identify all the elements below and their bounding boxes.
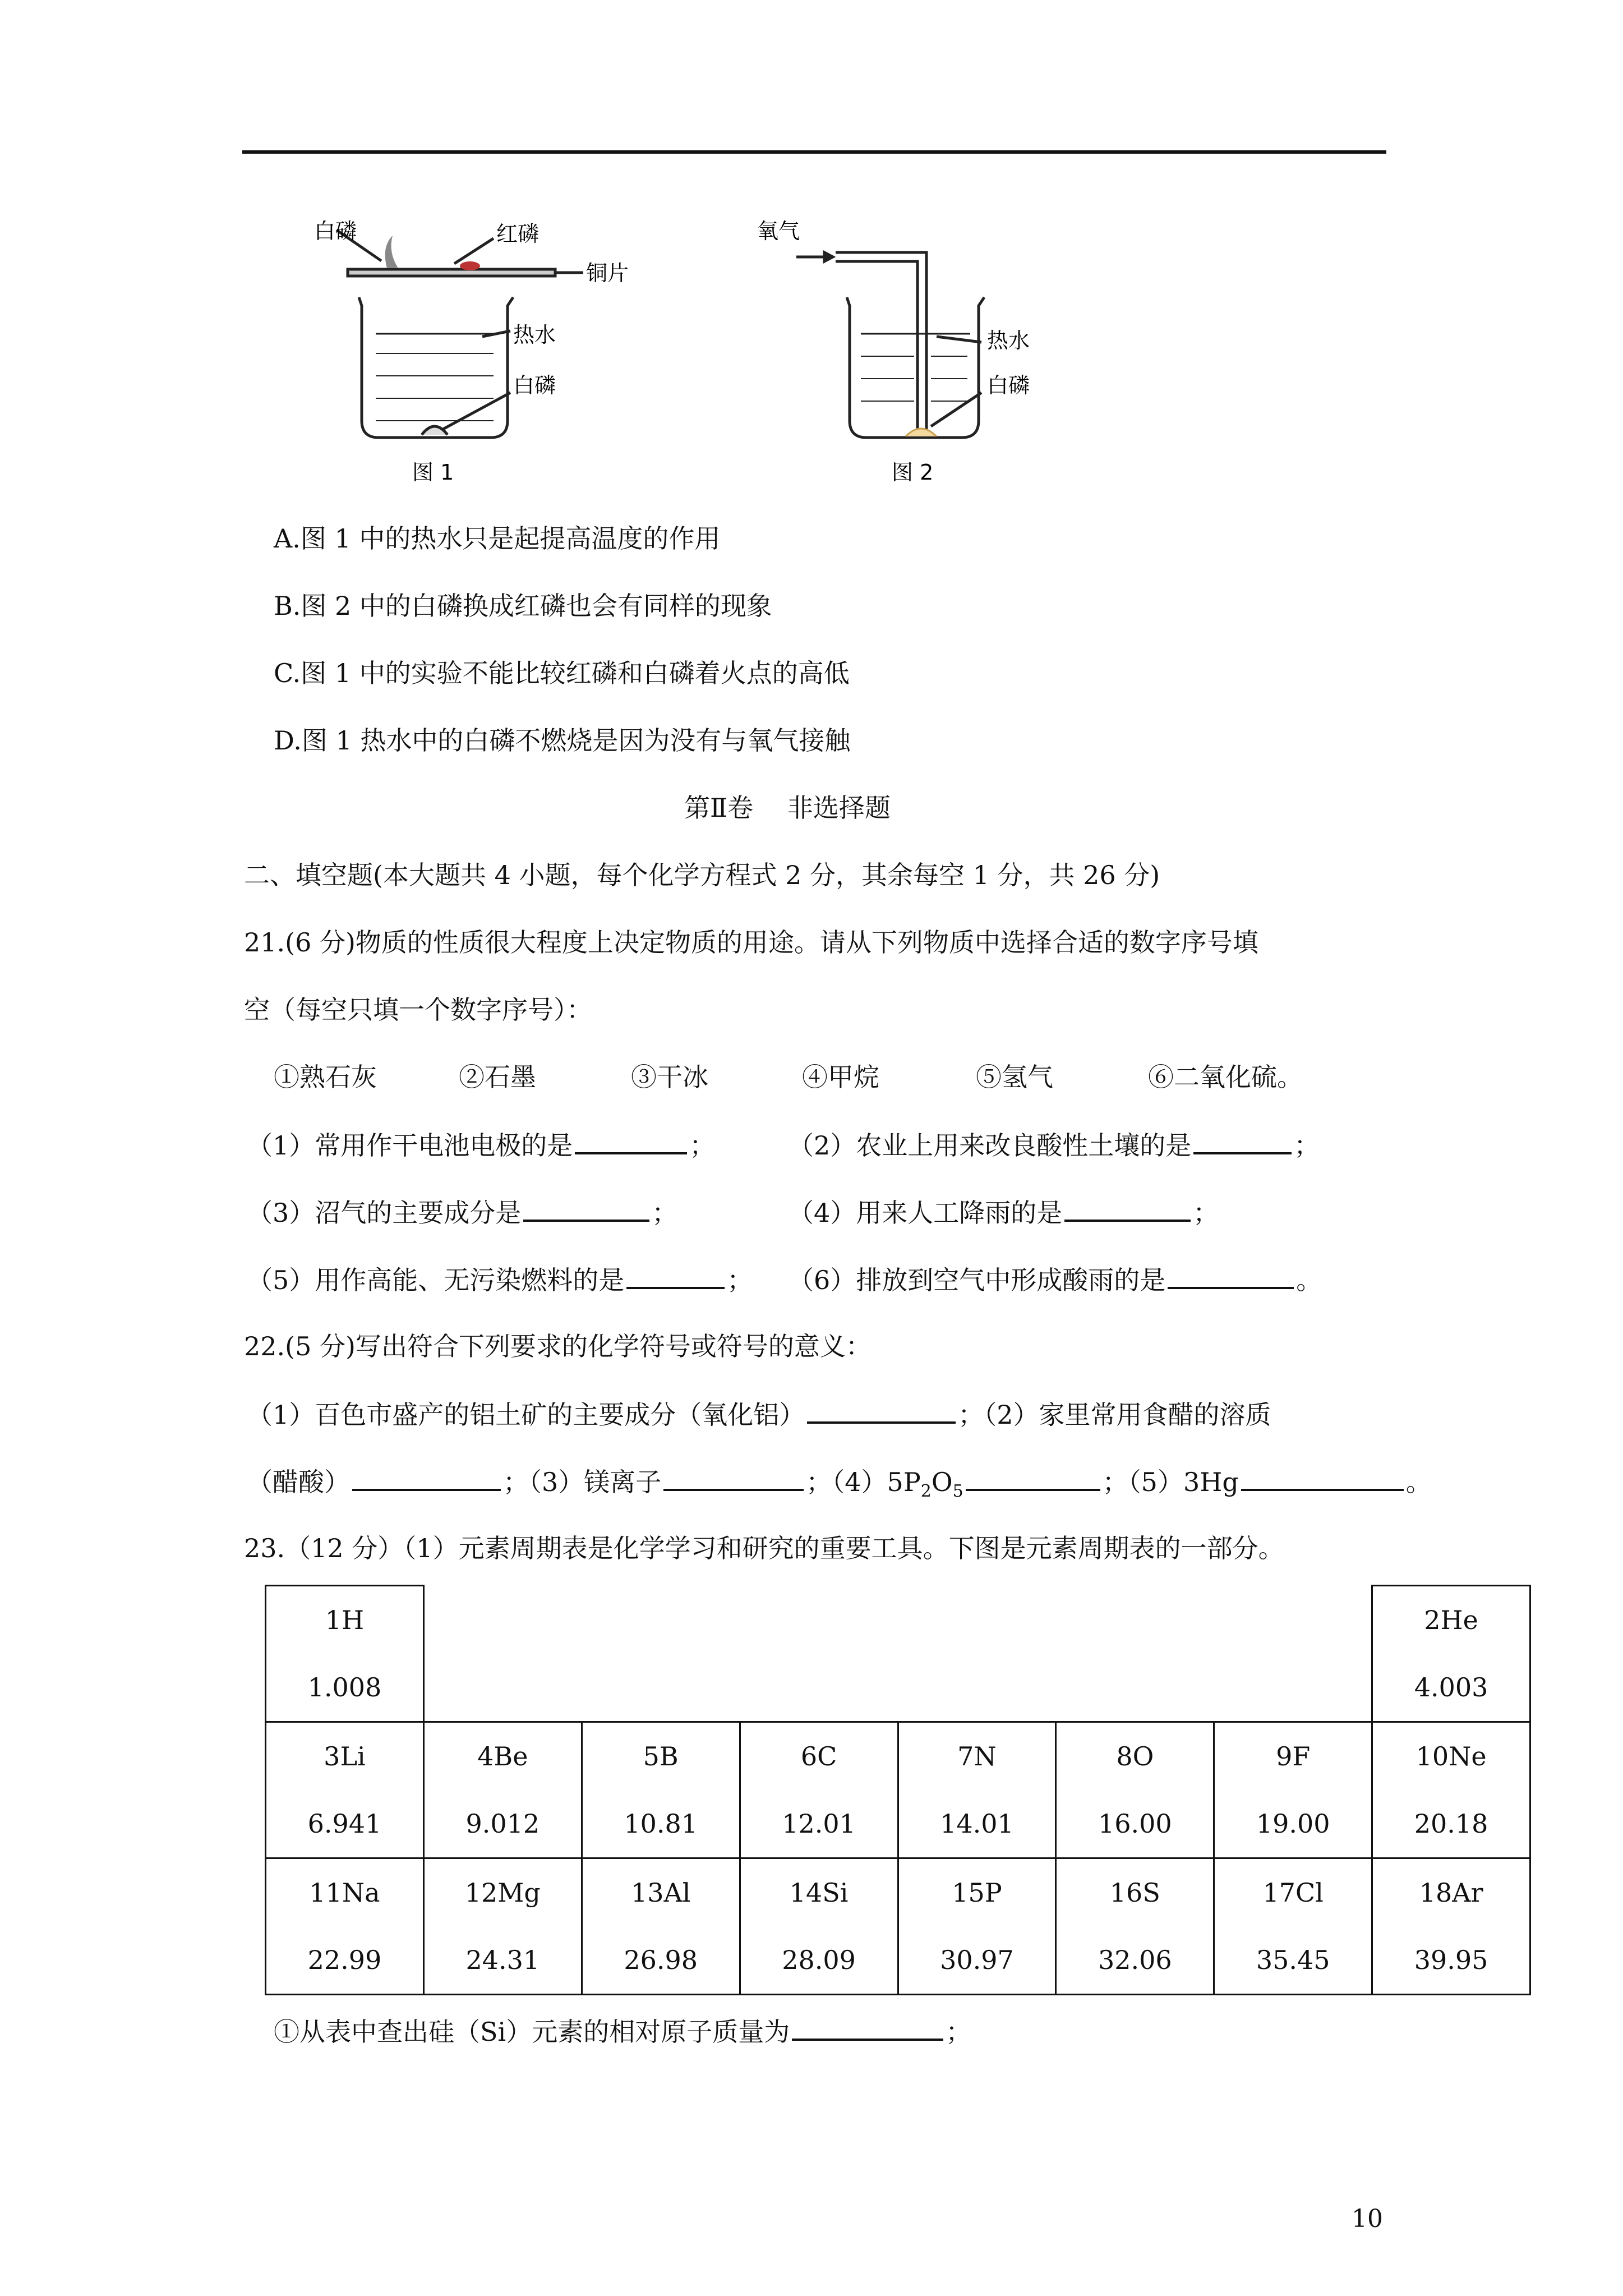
answer-blank[interactable] [523, 1195, 649, 1222]
element-cell: 1H 1.008 [266, 1586, 424, 1722]
fig1-label-hot-water: 热水 [513, 323, 556, 347]
flame-icon [385, 236, 398, 268]
table-row [266, 1586, 1530, 1722]
element-cell: 2He 4.003 [1372, 1586, 1530, 1722]
element-cell: 7N 14.01 [898, 1722, 1056, 1858]
answer-blank[interactable] [1064, 1195, 1191, 1222]
element-cell: 17Cl 35.45 [1214, 1858, 1372, 1995]
answer-blank[interactable] [1241, 1464, 1404, 1491]
option-d: D.图 1 热水中的白磷不燃烧是因为没有与氧气接触 [274, 725, 851, 756]
fig2-label-white-phosphorus: 白磷 [987, 373, 1030, 398]
figure-1 [292, 208, 639, 499]
q21-choice-5: ⑤氢气 [976, 1062, 1053, 1092]
fig1-label-red-phosphorus: 红磷 [496, 222, 540, 246]
element-cell: 16S 32.06 [1056, 1858, 1214, 1995]
element-cell: 12Mg 24.31 [423, 1858, 582, 1995]
q22-line3: （醋酸） ；（3）镁离子 ；$(4)5P_2O_5$ ；（5）3Hg 。 [247, 1464, 1432, 1508]
q22-line1: 22.(5 分)写出符合下列要求的化学符号或符号的意义： [244, 1331, 872, 1361]
element-cell: 15P 30.97 [898, 1858, 1056, 1995]
q21-item-5: （5）用作高能、无污染燃料的是 ； [247, 1262, 753, 1297]
empty-cell [423, 1586, 1372, 1722]
fig1-label-copper-sheet: 铜片 [586, 261, 629, 286]
q21-choice-2: ②石墨 [459, 1062, 536, 1092]
fig1-label-white-phosphorus-top: 白磷 [314, 219, 357, 243]
page-number: 10 [1352, 2205, 1383, 2233]
figure-2 [746, 208, 1060, 499]
q22-line2: （1）百色市盛产的铝土矿的主要成分（氧化铝） ；（2）家里常用食醋的溶质 [247, 1397, 1271, 1432]
table-row [266, 1858, 1530, 1995]
periodic-table [265, 1585, 1531, 1995]
q21-item-6: （6）排放到空气中形成酸雨的是 。 [788, 1262, 1322, 1297]
fig2-label-hot-water: 热水 [987, 328, 1030, 353]
q21-choice-1: ①熟石灰 [274, 1062, 377, 1092]
option-c: C.图 1 中的实验不能比较红磷和白磷着火点的高低 [274, 658, 850, 688]
answer-blank[interactable] [792, 2014, 943, 2041]
fig1-label-white-phosphorus-bottom: 白磷 [513, 373, 556, 398]
header-rule [242, 150, 1386, 154]
answer-blank[interactable] [352, 1464, 501, 1491]
element-cell: 10Ne 20.18 [1372, 1722, 1530, 1858]
q21-choice-4: ④甲烷 [802, 1062, 879, 1092]
q21-line2: 空（每空只填一个数字序号）： [244, 995, 592, 1025]
element-cell: 5B 10.81 [582, 1722, 740, 1858]
fig1-caption: 图 1 [412, 460, 454, 485]
q21-choice-6: ⑥二氧化硫。 [1148, 1062, 1303, 1092]
table-row [266, 1722, 1530, 1858]
element-cell: 18Ar 39.95 [1372, 1858, 1530, 1995]
element-cell: 3Li 6.941 [266, 1722, 424, 1858]
fig2-caption: 图 2 [892, 460, 934, 485]
element-cell: 8O 16.00 [1056, 1722, 1214, 1858]
q21-choice-3: ③干冰 [631, 1062, 708, 1092]
q21-item-3: （3）沼气的主要成分是 ； [247, 1195, 677, 1230]
red-phosphorus-dot [460, 261, 480, 270]
q23-sub1: ①从表中查出硅（Si）元素的相对原子质量为 ； [274, 2014, 971, 2049]
fig2-label-oxygen: 氧气 [757, 219, 800, 243]
answer-blank[interactable] [1168, 1262, 1294, 1289]
q21-item-4: （4）用来人工降雨的是 ； [788, 1195, 1219, 1230]
element-cell: 6C 12.01 [740, 1722, 898, 1858]
section-title: 第Ⅱ卷 非选择题 [684, 793, 891, 823]
element-cell: 13Al 26.98 [582, 1858, 740, 1995]
element-cell: 4Be 9.012 [423, 1722, 582, 1858]
answer-blank[interactable] [626, 1262, 725, 1289]
q21-item-2: （2）农业上用来改良酸性土壤的是 ； [788, 1128, 1320, 1162]
element-cell: 14Si 28.09 [740, 1858, 898, 1995]
option-a: A.图 1 中的热水只是起提高温度的作用 [274, 523, 721, 554]
q23-line1: 23.（12 分）（1）元素周期表是化学学习和研究的重要工具。下图是元素周期表的一部分。 [244, 1533, 1284, 1563]
element-cell: 9F 19.00 [1214, 1722, 1372, 1858]
element-cell: 11Na 22.99 [266, 1858, 424, 1995]
answer-blank[interactable] [663, 1464, 804, 1491]
answer-blank[interactable] [1193, 1128, 1292, 1154]
part-two-heading: 二、填空题(本大题共 4 小题，每个化学方程式 2 分，其余每空 1 分，共 26 分) [244, 860, 1160, 890]
q21-line1: 21.(6 分)物质的性质很大程度上决定物质的用途。请从下列物质中选择合适的数字序号填 [244, 927, 1258, 958]
answer-blank[interactable] [966, 1464, 1100, 1491]
option-b: B.图 2 中的白磷换成红磷也会有同样的现象 [274, 591, 772, 621]
answer-blank[interactable] [807, 1397, 956, 1424]
white-phosphorus-glow [906, 429, 937, 436]
q21-item-1: （1）常用作干电池电极的是 ； [247, 1128, 715, 1162]
answer-blank[interactable] [575, 1128, 687, 1154]
